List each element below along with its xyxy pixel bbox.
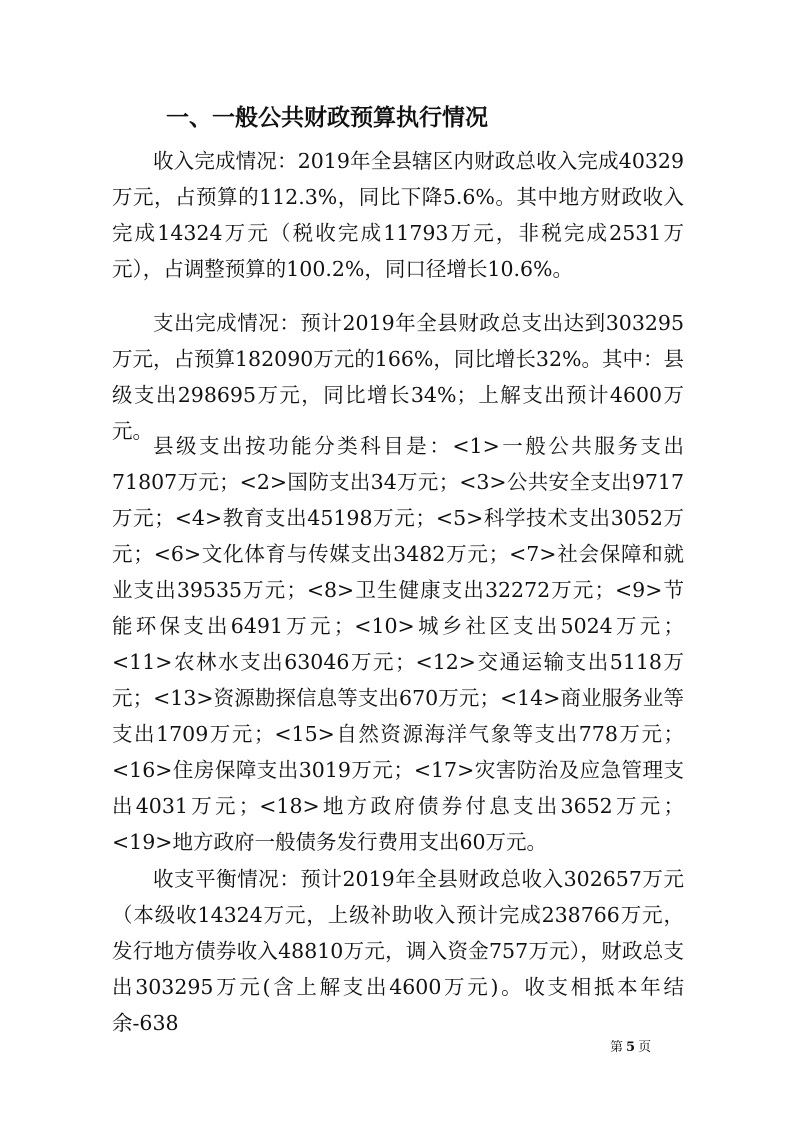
footer-prefix: 第	[610, 1040, 624, 1055]
section-heading: 一、一般公共财政预算执行情况	[166, 104, 488, 131]
page-number: 5	[626, 1040, 636, 1055]
footer-suffix: 页	[638, 1040, 652, 1055]
page-footer	[610, 1038, 690, 1058]
paragraph-budget-balance: 收支平衡情况：预计2019年全县财政总收入302657万元（本级收14324万元，上级补助收入预计完成238766万元，发行地方债券收入48810万元，调入资金757万元），财政总支出303295万元(含上解支出4600万元)。收支相抵本年结余-638	[112, 867, 684, 1035]
paragraph-revenue-completion: 收入完成情况：2019年全县辖区内财政总收入完成40329万元，占预算的112.3%，同比下降5.6%。其中地方财政收入完成14324万元（税收完成11793万元，非税完成2531万元），占调整预算的100.2%，同口径增长10.6%。	[112, 149, 684, 281]
paragraph-expenditure-completion: 支出完成情况：预计2019年全县财政总支出达到303295万元，占预算182090万元的166%，同比增长32%。其中：县级支出298695万元，同比增长34%；上解支出预计4600万元。	[112, 311, 684, 443]
paragraph-expenditure-by-function: 县级支出按功能分类科目是：<1>一般公共服务支出71807万元；<2>国防支出34万元；<3>公共安全支出9717万元；<4>教育支出45198万元；<5>科学技术支出3052万元；<6>文化体育与传媒支出3482万元；<7>社会保障和就业支出39535万元；<8>卫生健康支出32272万元；<9>节能环保支出6491万元；<10>城乡社区支出5024万元；<11>农林水支出63046万元；<12>交通运输支出5118万元；<13>资源勘探信息等支出670万元；<14>商业服务业等支出1709万元；<15>自然资源海洋气象等支出778万元；<16>住房保障支出3019万元；<17>灾害防治及应急管理支出4031万元；<18>地方政府债券付息支出3652万元；<19>地方政府一般债务发行费用支出60万元。	[112, 434, 684, 854]
